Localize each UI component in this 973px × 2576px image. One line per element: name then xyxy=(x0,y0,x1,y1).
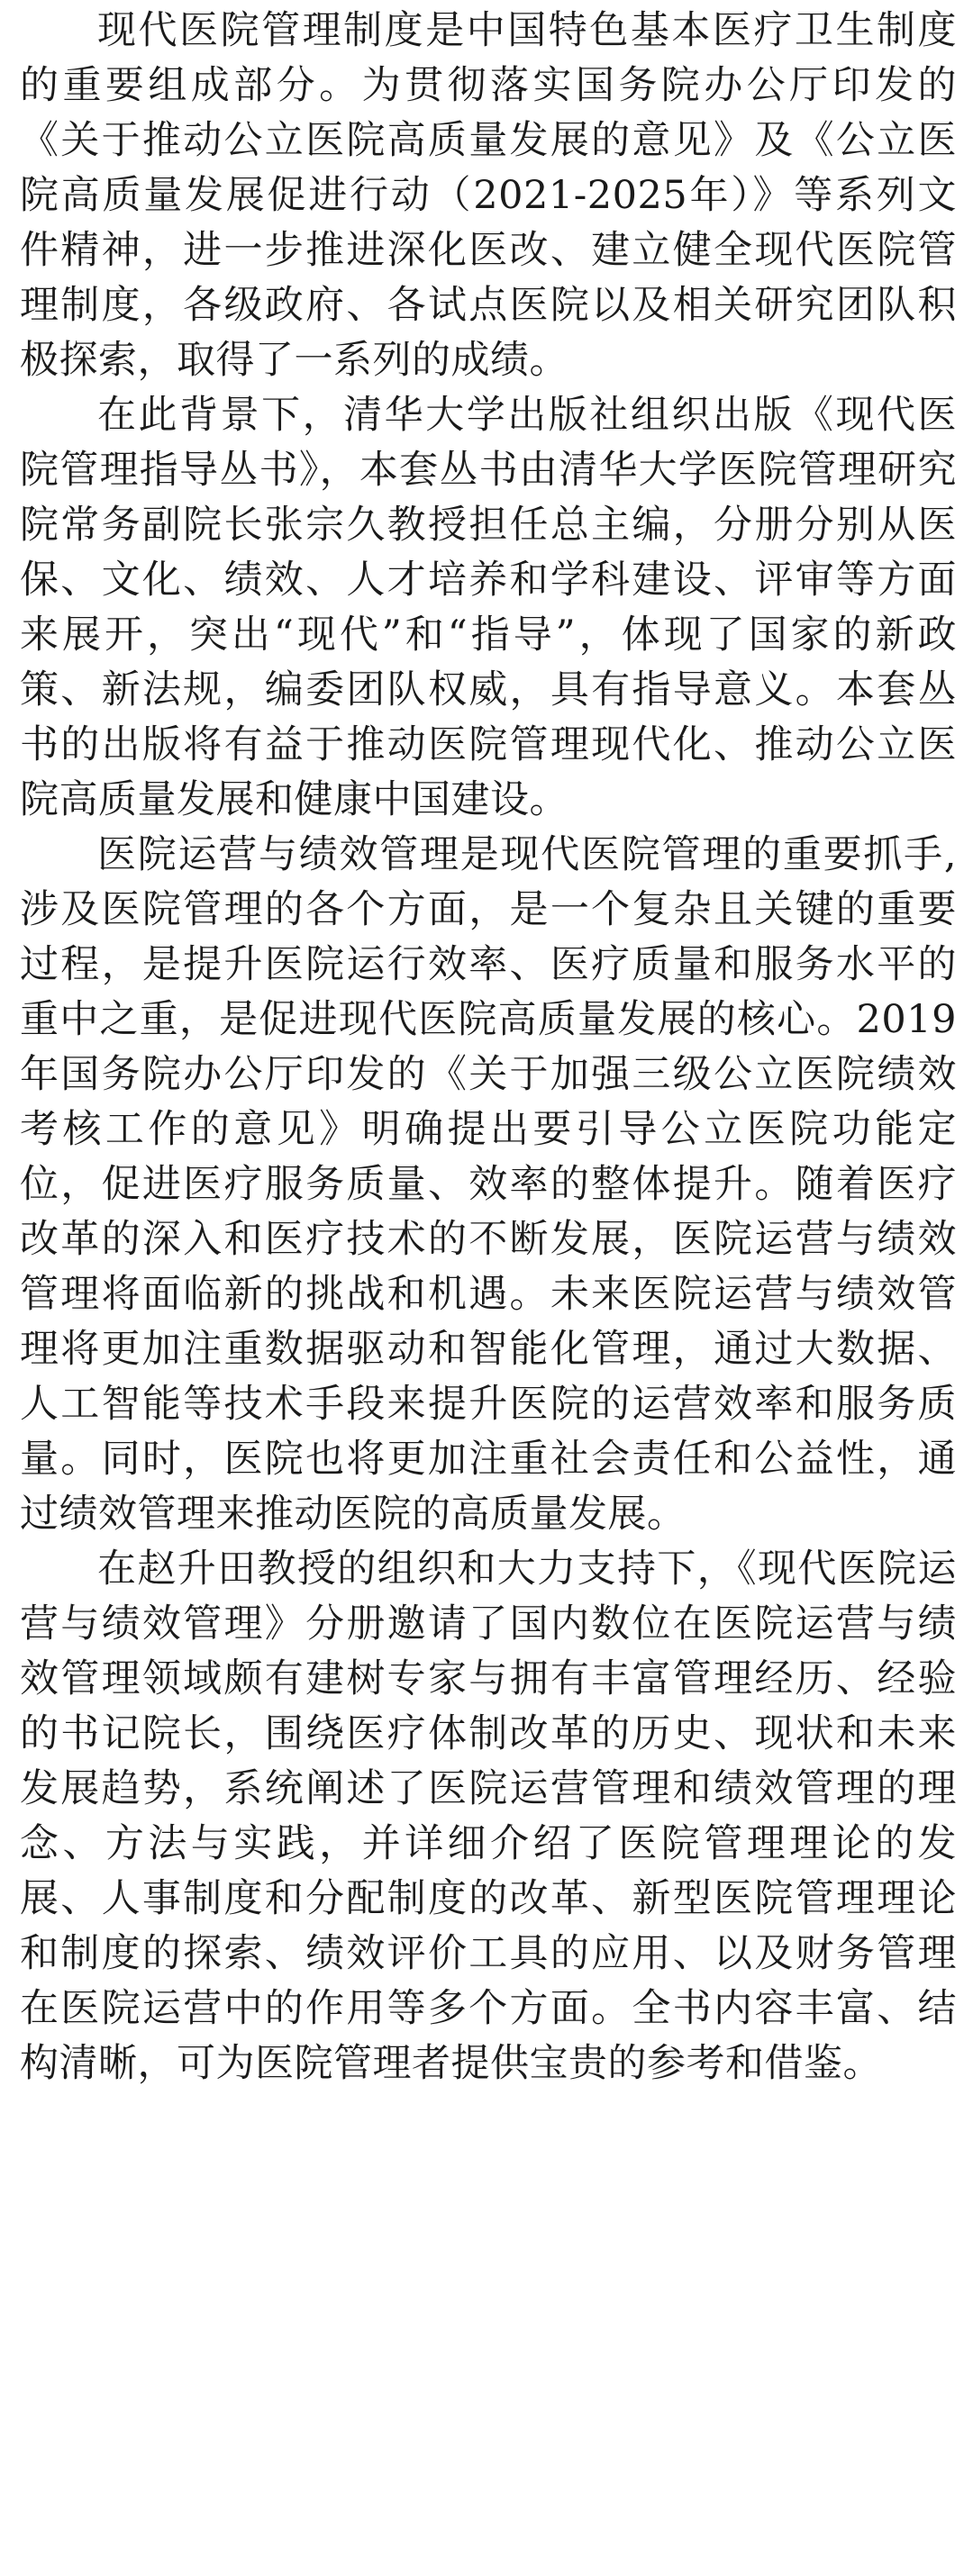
paragraph-4: 在赵升田教授的组织和大力支持下，《现代医院运营与绩效管理》分册邀请了国内数位在医院运营与绩效管理领域颇有建树专家与拥有丰富管理经历、经验的书记院长，围绕医疗体制改革的历史、现状和未来发展趋势，系统阐述了医院运营管理和绩效管理的理念、方法与实践，并详细介绍了医院管理理论的发展、人事制度和分配制度的改革、新型医院管理理论和制度的探索、绩效评价工具的应用、以及财务管理在医院运营中的作用等多个方面。全书内容丰富、结构清晰，可为医院管理者提供宝贵的参考和借鉴。 xyxy=(20,1547,957,2086)
paragraph-1: 现代医院管理制度是中国特色基本医疗卫生制度的重要组成部分。为贯彻落实国务院办公厅印发的《关于推动公立医院高质量发展的意见》及《公立医院高质量发展促进行动（2021-2025年）》等系列文件精神，进一步推进深化医改、建立健全现代医院管理制度，各级政府、各试点医院以及相关研究团队积极探索，取得了一系列的成绩。 xyxy=(20,8,957,383)
paragraph-3: 医院运营与绩效管理是现代医院管理的重要抓手,涉及医院管理的各个方面，是一个复杂且关键的重要过程，是提升医院运行效率、医疗质量和服务水平的重中之重，是促进现代医院高质量发展的核心。2019年国务院办公厅印发的《关于加强三级公立医院绩效考核工作的意见》明确提出要引导公立医院功能定位，促进医疗服务质量、效率的整体提升。随着医疗改革的深入和医疗技术的不断发展，医院运营与绩效管理将面临新的挑战和机遇。未来医院运营与绩效管理将更加注重数据驱动和智能化管理，通过大数据、人工智能等技术手段来提升医院的运营效率和服务质量。同时，医院也将更加注重社会责任和公益性，通过绩效管理来推动医院的高质量发展。 xyxy=(20,832,957,1537)
paragraph-2: 在此背景下，清华大学出版社组织出版《现代医院管理指导丛书》，本套丛书由清华大学医院管理研究院常务副院长张宗久教授担任总主编，分册分别从医保、文化、绩效、人才培养和学科建设、评审等方面来展开，突出“现代”和“指导”，体现了国家的新政策、新法规，编委团队权威，具有指导意义。本套丛书的出版将有益于推动医院管理现代化、推动公立医院高质量发展和健康中国建设。 xyxy=(20,393,957,822)
document-page xyxy=(20,4,957,2091)
